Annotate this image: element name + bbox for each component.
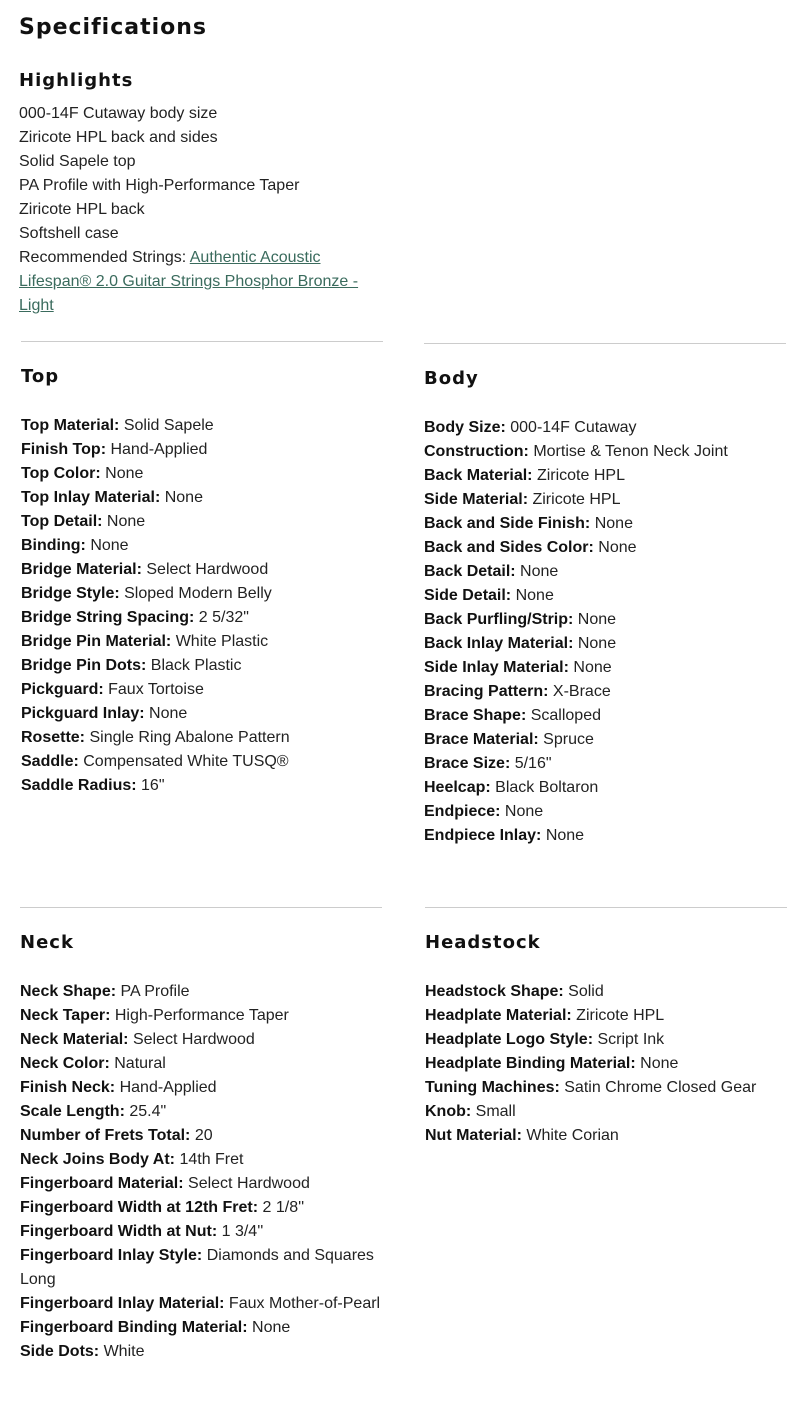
body-section: [424, 343, 786, 844]
spec-row: [20, 980, 382, 1004]
spec-value: X-Brace: [548, 683, 611, 700]
spec-label: Body Size:: [424, 419, 506, 436]
spec-row: [20, 1052, 382, 1076]
spec-value: Black Boltaron: [490, 779, 599, 796]
spec-value: None: [100, 465, 144, 482]
spec-row: [425, 1076, 787, 1100]
spec-value: Select Hardwood: [128, 1031, 255, 1048]
spec-value: Sloped Modern Belly: [119, 585, 272, 602]
spec-value: Ziricote HPL: [571, 1007, 665, 1024]
spec-value: None: [590, 515, 633, 532]
spec-label: Number of Frets Total:: [20, 1127, 191, 1144]
spec-row: [20, 1316, 382, 1340]
spec-value: Solid Sapele: [119, 417, 214, 434]
spec-value: Faux Tortoise: [103, 681, 204, 698]
spec-label: Top Color:: [21, 465, 101, 482]
highlight-item: Ziricote HPL back: [19, 201, 145, 218]
spec-label: Back and Sides Color:: [424, 539, 594, 556]
spec-label: Endpiece Inlay:: [424, 827, 542, 844]
spec-label: Headplate Binding Material:: [425, 1055, 636, 1072]
spec-value: Select Hardwood: [183, 1175, 310, 1192]
spec-row: [21, 750, 383, 774]
highlight-item: 000-14F Cutaway body size: [19, 105, 218, 122]
spec-value: None: [568, 659, 612, 676]
highlights-title: Highlights: [19, 70, 134, 91]
spec-value: None: [541, 827, 585, 844]
spec-label: Back Material:: [424, 467, 533, 484]
spec-row: [424, 776, 786, 800]
spec-value: Faux Mother-of-Pearl: [224, 1295, 381, 1312]
spec-label: Neck Material:: [20, 1031, 129, 1048]
spec-row: [425, 1004, 787, 1028]
spec-row: [20, 1244, 382, 1292]
spec-row: [424, 824, 786, 848]
spec-label: Headplate Logo Style:: [425, 1031, 594, 1048]
spec-value: Natural: [109, 1055, 166, 1072]
highlight-item: Softshell case: [19, 225, 119, 242]
spec-label: Neck Shape:: [20, 983, 117, 1000]
spec-row: [20, 1100, 382, 1124]
neck-spec-list: [20, 980, 382, 1364]
body-spec-list: [424, 416, 786, 848]
headstock-spec-list: [425, 980, 787, 1148]
spec-label: Neck Joins Body At:: [20, 1151, 175, 1168]
spec-value: None: [635, 1055, 679, 1072]
spec-row: [20, 1148, 382, 1172]
spec-label: Neck Taper:: [20, 1007, 111, 1024]
spec-row: [424, 800, 786, 824]
highlight-item: Ziricote HPL back and sides: [19, 129, 218, 146]
spec-value: Script Ink: [593, 1031, 665, 1048]
spec-row: [21, 582, 383, 606]
spec-value: Compensated White TUSQ®: [78, 753, 289, 770]
spec-value: Select Hardwood: [141, 561, 269, 578]
spec-label: Top Material:: [21, 417, 120, 434]
spec-label: Fingerboard Inlay Style:: [20, 1247, 203, 1264]
spec-row: [424, 728, 786, 752]
spec-row: [20, 1340, 382, 1364]
spec-row: [21, 702, 383, 726]
spec-value: None: [247, 1319, 291, 1336]
spec-row: [20, 1172, 382, 1196]
spec-label: Back Inlay Material:: [424, 635, 574, 652]
spec-value: White Plastic: [171, 633, 269, 650]
spec-row: [424, 536, 786, 560]
spec-value: High-Performance Taper: [110, 1007, 289, 1024]
spec-label: Side Dots:: [20, 1343, 100, 1360]
spec-label: Fingerboard Material:: [20, 1175, 184, 1192]
spec-label: Rosette:: [21, 729, 86, 746]
spec-label: Brace Material:: [424, 731, 539, 748]
spec-label: Bridge String Spacing:: [21, 609, 195, 626]
spec-row: [21, 606, 383, 630]
top-spec-list: [21, 414, 383, 798]
spec-row: [21, 438, 383, 462]
spec-value: None: [573, 635, 617, 652]
spec-value: None: [573, 611, 617, 628]
spec-row: [425, 980, 787, 1004]
spec-label: Side Detail:: [424, 587, 512, 604]
spec-label: Brace Size:: [424, 755, 511, 772]
spec-value: 2 5/32": [194, 609, 249, 626]
spec-label: Bridge Pin Material:: [21, 633, 172, 650]
spec-row: [21, 510, 383, 534]
spec-row: [20, 1028, 382, 1052]
neck-section: [20, 907, 382, 1360]
spec-value: Ziricote HPL: [532, 467, 625, 484]
spec-value: None: [144, 705, 188, 722]
headstock-section: [425, 907, 787, 1144]
spec-label: Brace Shape:: [424, 707, 527, 724]
spec-label: Binding:: [21, 537, 86, 554]
spec-row: [21, 678, 383, 702]
spec-value: Spruce: [538, 731, 594, 748]
spec-value: PA Profile: [116, 983, 190, 1000]
spec-value: 000-14F Cutaway: [505, 419, 637, 436]
top-section: [21, 341, 383, 794]
spec-row: [21, 558, 383, 582]
spec-label: Scale Length:: [20, 1103, 125, 1120]
spec-label: Back and Side Finish:: [424, 515, 591, 532]
recommended-strings-label: Recommended Strings:: [19, 249, 190, 266]
spec-row: [424, 656, 786, 680]
recommended-strings: [19, 246, 379, 318]
spec-value: None: [500, 803, 544, 820]
spec-value: Mortise & Tenon Neck Joint: [528, 443, 728, 460]
spec-value: Satin Chrome Closed Gear: [559, 1079, 757, 1096]
spec-value: 5/16": [510, 755, 552, 772]
spec-value: Scalloped: [526, 707, 601, 724]
spec-value: White: [99, 1343, 145, 1360]
highlight-item: PA Profile with High-Performance Taper: [19, 177, 300, 194]
spec-label: Headstock Shape:: [425, 983, 564, 1000]
spec-label: Construction:: [424, 443, 529, 460]
neck-section-title: Neck: [20, 932, 74, 953]
spec-label: Top Detail:: [21, 513, 103, 530]
top-section-title: Top: [21, 366, 60, 387]
spec-label: Pickguard Inlay:: [21, 705, 145, 722]
spec-label: Fingerboard Binding Material:: [20, 1319, 248, 1336]
page-title: Specifications: [19, 15, 208, 40]
spec-row: [424, 488, 786, 512]
spec-value: Solid: [563, 983, 604, 1000]
spec-label: Knob:: [425, 1103, 472, 1120]
spec-value: 25.4": [124, 1103, 167, 1120]
spec-row: [424, 680, 786, 704]
spec-row: [21, 774, 383, 798]
spec-value: 20: [190, 1127, 213, 1144]
spec-label: Finish Top:: [21, 441, 107, 458]
spec-value: 16": [136, 777, 165, 794]
spec-row: [424, 440, 786, 464]
spec-row: [20, 1076, 382, 1100]
spec-row: [425, 1100, 787, 1124]
spec-label: Side Material:: [424, 491, 529, 508]
spec-row: [21, 534, 383, 558]
spec-value: 14th Fret: [175, 1151, 244, 1168]
spec-row: [21, 630, 383, 654]
spec-row: [21, 414, 383, 438]
headstock-section-title: Headstock: [425, 932, 541, 953]
spec-label: Top Inlay Material:: [21, 489, 161, 506]
spec-row: [21, 726, 383, 750]
spec-row: [21, 486, 383, 510]
spec-row: [424, 416, 786, 440]
spec-value: 2 1/8'': [258, 1199, 305, 1216]
spec-label: Bridge Style:: [21, 585, 120, 602]
spec-value: None: [102, 513, 146, 530]
spec-label: Pickguard:: [21, 681, 104, 698]
spec-label: Back Purfling/Strip:: [424, 611, 574, 628]
spec-label: Side Inlay Material:: [424, 659, 569, 676]
spec-value: Diamonds and Squares Long: [20, 1247, 374, 1288]
spec-row: [20, 1124, 382, 1148]
spec-value: None: [160, 489, 203, 506]
spec-label: Nut Material:: [425, 1127, 522, 1144]
spec-row: [424, 704, 786, 728]
spec-value: 1 3/4'': [217, 1223, 264, 1240]
spec-label: Bracing Pattern:: [424, 683, 549, 700]
spec-label: Fingerboard Width at Nut:: [20, 1223, 218, 1240]
highlights-list: [19, 102, 379, 318]
recommended-strings-link[interactable]: Authentic Acoustic Lifespan® 2.0 Guitar Strings Phosphor Bronze - Light: [19, 249, 359, 314]
spec-row: [424, 464, 786, 488]
spec-value: Black Plastic: [146, 657, 242, 674]
spec-row: [425, 1028, 787, 1052]
spec-label: Fingerboard Width at 12th Fret:: [20, 1199, 259, 1216]
spec-value: None: [85, 537, 129, 554]
spec-value: None: [511, 587, 554, 604]
spec-label: Fingerboard Inlay Material:: [20, 1295, 225, 1312]
spec-label: Saddle:: [21, 753, 79, 770]
spec-label: Back Detail:: [424, 563, 516, 580]
spec-label: Bridge Pin Dots:: [21, 657, 147, 674]
spec-row: [424, 560, 786, 584]
spec-row: [425, 1052, 787, 1076]
spec-label: Endpiece:: [424, 803, 501, 820]
spec-value: Ziricote HPL: [528, 491, 621, 508]
spec-label: Bridge Material:: [21, 561, 142, 578]
spec-row: [424, 584, 786, 608]
spec-row: [21, 462, 383, 486]
spec-row: [425, 1124, 787, 1148]
spec-value: None: [515, 563, 559, 580]
spec-value: None: [593, 539, 637, 556]
spec-label: Headplate Material:: [425, 1007, 572, 1024]
spec-value: Small: [471, 1103, 516, 1120]
spec-value: Single Ring Abalone Pattern: [85, 729, 290, 746]
spec-row: [20, 1292, 382, 1316]
body-section-title: Body: [424, 368, 479, 389]
spec-value: Hand-Applied: [106, 441, 208, 458]
spec-label: Saddle Radius:: [21, 777, 137, 794]
spec-row: [424, 632, 786, 656]
spec-label: Finish Neck:: [20, 1079, 116, 1096]
spec-row: [20, 1004, 382, 1028]
spec-row: [21, 654, 383, 678]
highlight-item: Solid Sapele top: [19, 153, 136, 170]
spec-row: [424, 752, 786, 776]
spec-label: Heelcap:: [424, 779, 491, 796]
spec-row: [424, 512, 786, 536]
spec-label: Neck Color:: [20, 1055, 110, 1072]
spec-value: Hand-Applied: [115, 1079, 217, 1096]
spec-label: Tuning Machines:: [425, 1079, 560, 1096]
spec-row: [20, 1220, 382, 1244]
spec-value: White Corian: [521, 1127, 619, 1144]
spec-row: [424, 608, 786, 632]
spec-row: [20, 1196, 382, 1220]
